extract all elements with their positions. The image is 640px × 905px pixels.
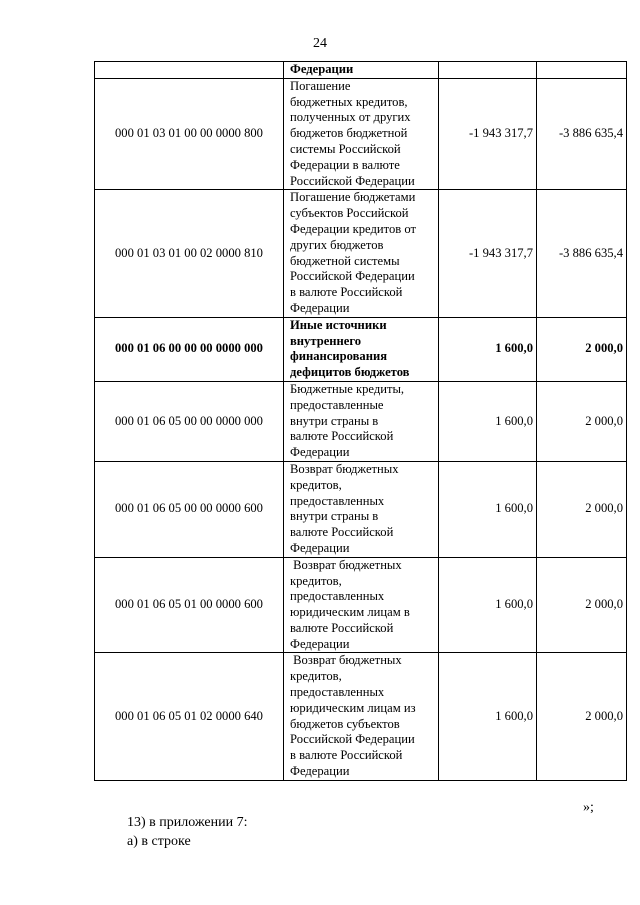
amount-year2-cell: 2 000,0 xyxy=(537,653,627,780)
source-name-line: системы Российской xyxy=(290,141,401,156)
budget-code-cell: 000 01 06 05 00 00 0000 600 xyxy=(95,461,284,557)
budget-code-cell: 000 01 06 05 01 02 0000 640 xyxy=(95,653,284,780)
budget-code-cell: 000 01 03 01 00 00 0000 800 xyxy=(95,78,284,190)
source-name-line: Погашение бюджетами xyxy=(290,190,416,205)
table-row xyxy=(95,557,627,653)
budget-code-cell: 000 01 06 00 00 00 0000 000 xyxy=(95,317,284,381)
source-name-line: валюте Российской xyxy=(290,429,394,444)
source-name-line: предоставленных xyxy=(290,685,385,700)
source-name-line: в валюте Российской xyxy=(290,748,403,763)
source-name-line: Иные источники xyxy=(290,317,387,332)
budget-sources-table xyxy=(94,61,627,781)
source-name-line: кредитов, xyxy=(290,477,342,492)
source-name-line: внутреннего xyxy=(290,333,362,348)
amount-year2-cell: 2 000,0 xyxy=(537,557,627,653)
source-name-line: предоставленных xyxy=(290,589,385,604)
source-name-line: Федерации кредитов от xyxy=(290,221,416,236)
source-name-line: бюджетных кредитов, xyxy=(290,94,408,109)
source-name-line: Федерации xyxy=(290,445,350,460)
table-row xyxy=(95,190,627,317)
note-line: а) в строке xyxy=(127,834,191,849)
budget-code-cell: 000 01 06 05 00 00 0000 000 xyxy=(95,381,284,461)
source-name-line: Погашение xyxy=(290,78,351,93)
source-name-line: юридическим лицам в xyxy=(290,605,410,620)
source-name-cell xyxy=(284,190,439,317)
source-name-line: валюте Российской xyxy=(290,620,394,635)
source-name-line: Бюджетные кредиты, xyxy=(290,381,405,396)
source-name-line: дефицитов бюджетов xyxy=(290,365,410,380)
source-name-cell xyxy=(284,78,439,190)
source-name-line: бюджетов бюджетной xyxy=(290,126,408,141)
source-name-line: Федерации xyxy=(290,62,354,76)
amount-year1-cell: -1 943 317,7 xyxy=(439,78,537,190)
source-name-line: кредитов, xyxy=(290,573,342,588)
budget-code-cell: 000 01 03 01 00 02 0000 810 xyxy=(95,190,284,317)
table-row xyxy=(95,78,627,190)
source-name-line: Российской Федерации xyxy=(290,173,415,188)
budget-code-cell: 000 01 06 05 01 00 0000 600 xyxy=(95,557,284,653)
table-row xyxy=(95,653,627,780)
source-name-line: кредитов, xyxy=(290,669,342,684)
amount-year2-cell: 2 000,0 xyxy=(537,381,627,461)
amount-year2-cell: 2 000,0 xyxy=(537,317,627,381)
source-name-line: валюте Российской xyxy=(290,525,394,540)
amount-year1-cell: 1 600,0 xyxy=(439,557,537,653)
source-name-line: бюджетов субъектов xyxy=(290,716,400,731)
source-name-cell xyxy=(284,653,439,780)
table-row xyxy=(95,381,627,461)
source-name-line: Возврат бюджетных xyxy=(290,653,402,668)
source-name-line: Федерации xyxy=(290,540,350,555)
amount-year2-cell: -3 886 635,4 xyxy=(537,190,627,317)
amount-year1-cell: 1 600,0 xyxy=(439,381,537,461)
source-name-line: Российской Федерации xyxy=(290,269,415,284)
amount-year1-cell: 1 600,0 xyxy=(439,317,537,381)
source-name-line: внутри страны в xyxy=(290,509,379,524)
source-name-line: предоставленные xyxy=(290,397,384,412)
source-name-cell xyxy=(284,62,439,79)
source-name-line: Федерации xyxy=(290,636,350,651)
amount-year2-cell: -3 886 635,4 xyxy=(537,78,627,190)
source-name-cell xyxy=(284,557,439,653)
source-name-line: полученных от других xyxy=(290,110,411,125)
source-name-line: финансирования xyxy=(290,349,388,364)
source-name-cell xyxy=(284,461,439,557)
source-name-line: Федерации в валюте xyxy=(290,157,400,172)
source-name-line: юридическим лицам из xyxy=(290,700,416,715)
source-name-line: предоставленных xyxy=(290,493,385,508)
amount-year2-cell: 2 000,0 xyxy=(537,461,627,557)
amount-year1-cell xyxy=(439,62,537,79)
amount-year2-cell xyxy=(537,62,627,79)
source-name-line: Возврат бюджетных xyxy=(290,557,402,572)
source-name-line: Федерации xyxy=(290,300,350,315)
source-name-line: Российской Федерации xyxy=(290,732,415,747)
source-name-cell xyxy=(284,317,439,381)
budget-code-cell xyxy=(95,62,284,79)
amount-year1-cell: -1 943 317,7 xyxy=(439,190,537,317)
source-name-line: субъектов Российской xyxy=(290,206,409,221)
source-name-line: Возврат бюджетных xyxy=(290,461,399,476)
note-line: 13) в приложении 7: xyxy=(127,815,248,830)
table-row xyxy=(95,461,627,557)
source-name-line: других бюджетов xyxy=(290,237,384,252)
amount-year1-cell: 1 600,0 xyxy=(439,653,537,780)
source-name-line: в валюте Российской xyxy=(290,285,403,300)
page-number: 24 xyxy=(313,36,327,51)
source-name-cell xyxy=(284,381,439,461)
source-name-line: бюджетной системы xyxy=(290,253,400,268)
source-name-line: внутри страны в xyxy=(290,413,379,428)
table-row xyxy=(95,62,627,79)
source-name-line: Федерации xyxy=(290,764,350,779)
amount-year1-cell: 1 600,0 xyxy=(439,461,537,557)
table-row xyxy=(95,317,627,381)
closing-quote-mark: »; xyxy=(583,800,594,815)
